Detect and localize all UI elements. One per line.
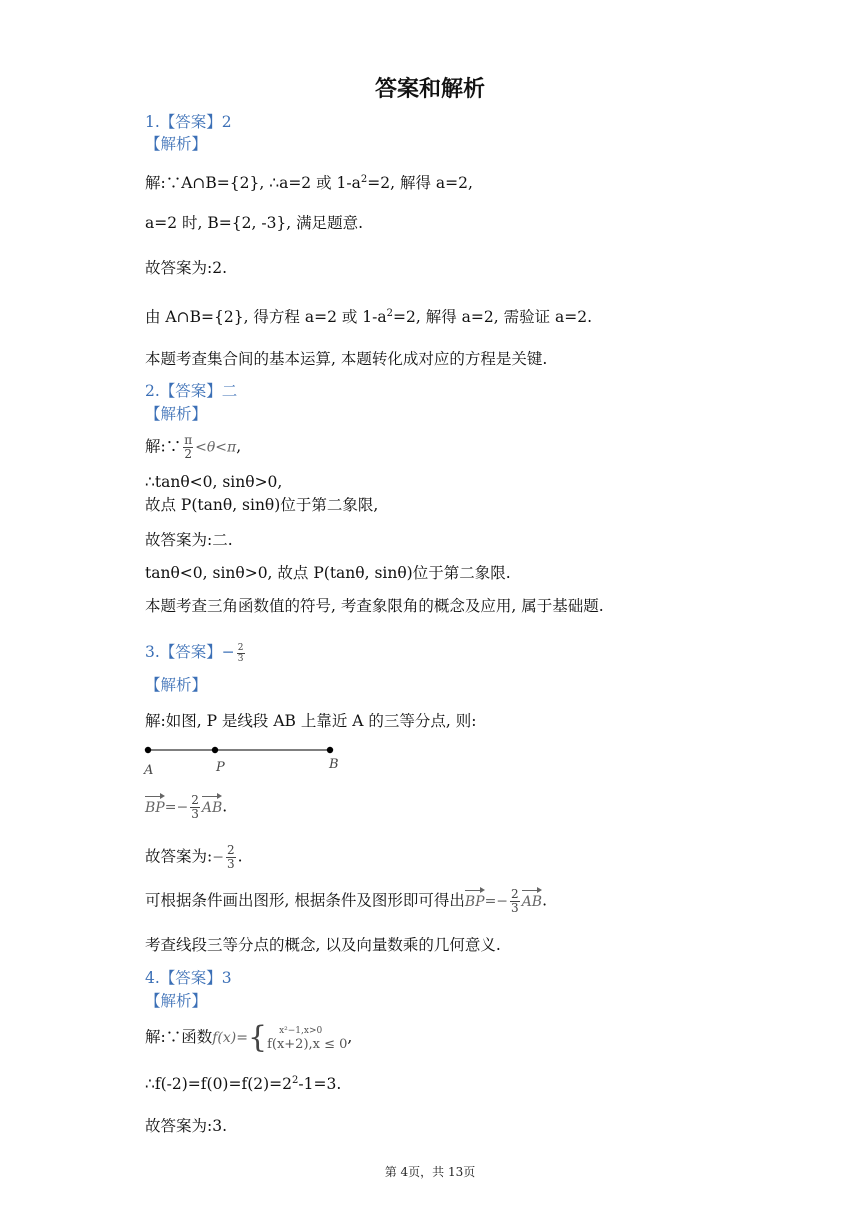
page-title: 答案和解析	[374, 77, 485, 102]
q2-pi-over-2: $\frac{\pi}{2}$	[184, 433, 193, 461]
q4-answer-value: 3	[221, 969, 232, 987]
point-p	[212, 747, 218, 753]
q4-analysis-label: 【解析】	[145, 992, 208, 1010]
q3-line-4: 可根据条件画出图形, 根据条件及图形即可得出BP=− $\frac{2}{3}$ AB.	[145, 887, 548, 915]
q3-line-3: 故答案为:− $\frac{2}{3}$ .	[145, 843, 243, 871]
label-b: B	[329, 757, 339, 772]
q4-line-2: $\therefore f(-2)=f(0)=f(2)=2^2-1=3$.	[145, 1075, 342, 1094]
q1-answer-line: 1.【答案】2	[145, 113, 232, 131]
q3-line-1: 解:如图, P 是线段 AB 上靠近 A 的三等分点, 则:	[145, 712, 477, 730]
q1-line-4: 由 A∩B={2}, 得方程 a=2 或 $1-a^2=2$, 解得 a=2, 需验证 a=2.	[145, 308, 593, 327]
q1-line-1: 解:∵A∩B={2}, ∴a=2 或 $1-a^2=2$, 解得 a=2,	[145, 174, 473, 193]
point-a	[145, 747, 151, 753]
q4-line-3: 故答案为:3.	[145, 1117, 228, 1135]
q4-answer-line: 4.【答案】3	[145, 969, 232, 987]
q2-analysis-label: 【解析】	[145, 405, 208, 423]
q2-line-6: 本题考查三角函数值的符号, 考查象限角的概念及应用, 属于基础题.	[145, 597, 604, 615]
q3-answer-line: 3.【答案】− $\frac{2}{3}$	[145, 642, 244, 664]
label-a: A	[144, 763, 154, 778]
q1-answer-value: 2	[221, 113, 232, 131]
q2-line-5: tanθ<0, sinθ>0, 故点 P(tanθ, sinθ)位于第二象限.	[145, 564, 511, 582]
q4-piecewise: x²−1,x>0 f(x+2),x ≤ 0	[267, 1026, 348, 1052]
label-p: P	[216, 760, 225, 775]
q1-line-5: 本题考查集合间的基本运算, 本题转化成对应的方程是关键.	[145, 350, 548, 368]
q3-line-5: 考查线段三等分点的概念, 以及向量数乘的几何意义.	[145, 936, 501, 954]
q3-analysis-label: 【解析】	[145, 676, 208, 694]
q2-line-4: 故答案为:二.	[145, 531, 233, 549]
q3-segment-figure	[140, 740, 350, 780]
q4-line-1: 解:∵函数f(x)={ x²−1,x>0 f(x+2),x ≤ 0 ,	[145, 1020, 353, 1055]
q3-answer-fraction: $\frac{2}{3}$	[237, 642, 244, 664]
q3-eq-fraction: $\frac{2}{3}$	[191, 793, 199, 821]
q2-answer-line: 2.【答案】二	[145, 382, 238, 400]
q1-line-3: 故答案为:2.	[145, 259, 228, 277]
q3-equation: BP=− $\frac{2}{3}$ AB.	[145, 793, 228, 821]
q3-l4-fraction: $\frac{2}{3}$	[511, 887, 519, 915]
page-footer: 第 4页，共 13页	[384, 1165, 476, 1179]
q3-l3-fraction: $\frac{2}{3}$	[226, 843, 235, 871]
q2-line-2: ∴tanθ<0, sinθ>0,	[145, 473, 283, 491]
point-b	[327, 747, 333, 753]
q2-line-3: 故点 P(tanθ, sinθ)位于第二象限,	[145, 496, 379, 514]
q1-line-2: a=2 时, B={2, -3}, 满足题意.	[145, 214, 364, 232]
q2-answer-value: 二	[221, 382, 238, 400]
q1-analysis-label: 【解析】	[145, 135, 208, 153]
q2-line-1: 解:∵ $\frac{\pi}{2}$ <θ<π,	[145, 433, 242, 461]
